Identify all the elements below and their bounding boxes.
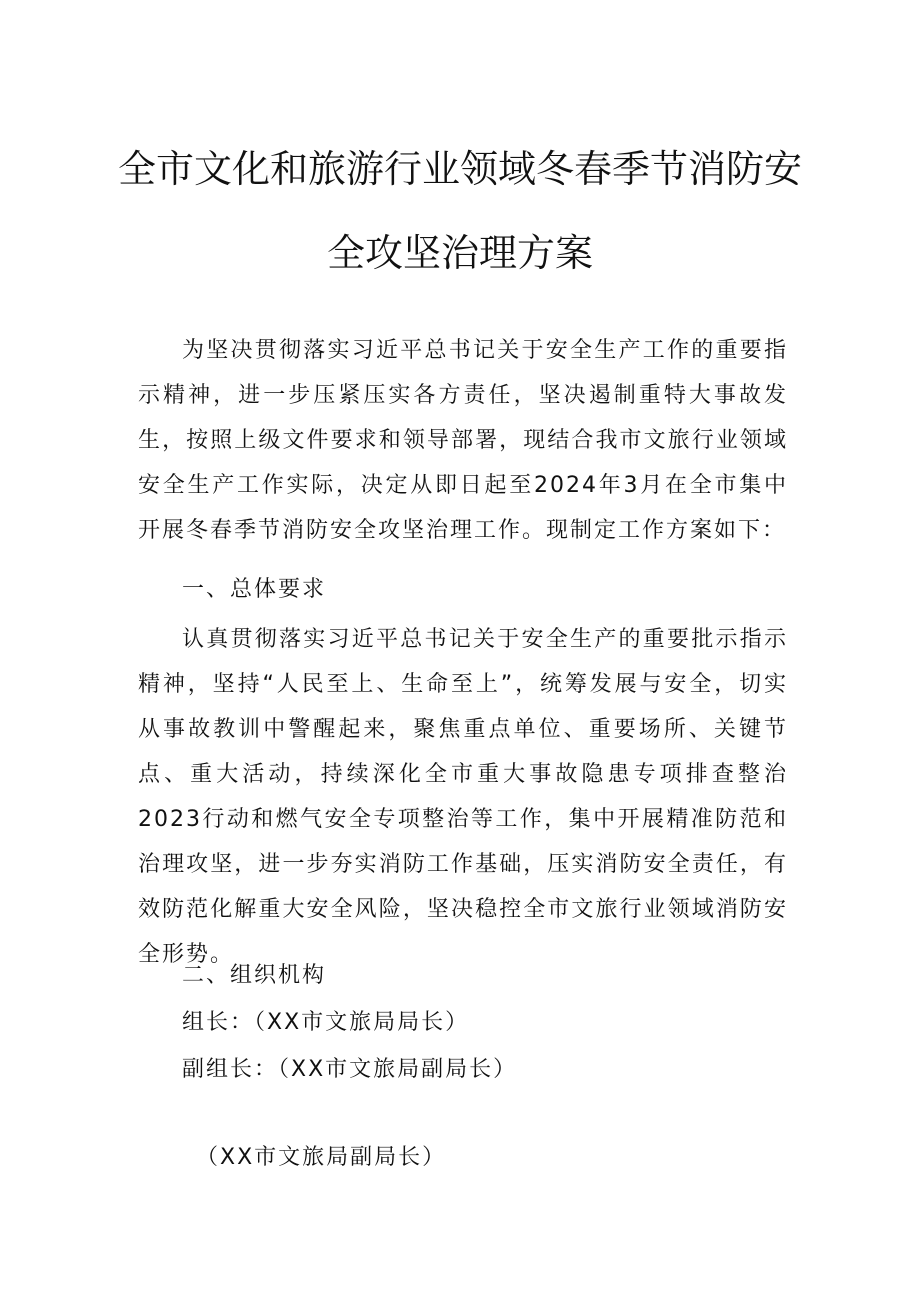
group-leader-line: 组长：（XX市文旅局局长） (182, 1010, 470, 1035)
section-1-heading: 一、总体要求 (182, 577, 327, 602)
intro-paragraph: 为坚决贯彻落实习近平总书记关于安全生产工作的重要指示精神，进一步压紧压实各方责任，坚决遏制重特大事故发生，按照上级文件要求和领导部署，现结合我市文旅行业领域安全生产工作实际，决定从即日起至2024年3月在全市集中开展冬春季节消防安全攻坚治理工作。现制定工作方案如下： (138, 338, 788, 543)
deputy-leader-line-2: （XX市文旅局副局长） (196, 1145, 447, 1170)
document-title-line-2: 全攻坚治理方案 (326, 231, 593, 275)
section-2-heading: 二、组织机构 (182, 963, 327, 988)
deputy-leader-line: 副组长：（XX市文旅局副局长） (182, 1057, 518, 1082)
document-title-line-1: 全市文化和旅游行业领域冬春季节消防安 (117, 147, 802, 191)
section-1-paragraph: 认真贯彻落实习近平总书记关于安全生产的重要批示指示精神，坚持“人民至上、生命至上”，统筹发展与安全，切实从事故教训中警醒起来，聚焦重点单位、重要场所、关键节点、重大活动，持续深化全市重大事故隐患专项排查整治2023行动和燃气安全专项整治等工作，集中开展精准防范和治理攻坚，进一步夯实消防工作基础，压实消防安全责任，有效防范化解重大安全风险，坚决稳控全市文旅行业领域消防安全形势。 (138, 627, 788, 967)
